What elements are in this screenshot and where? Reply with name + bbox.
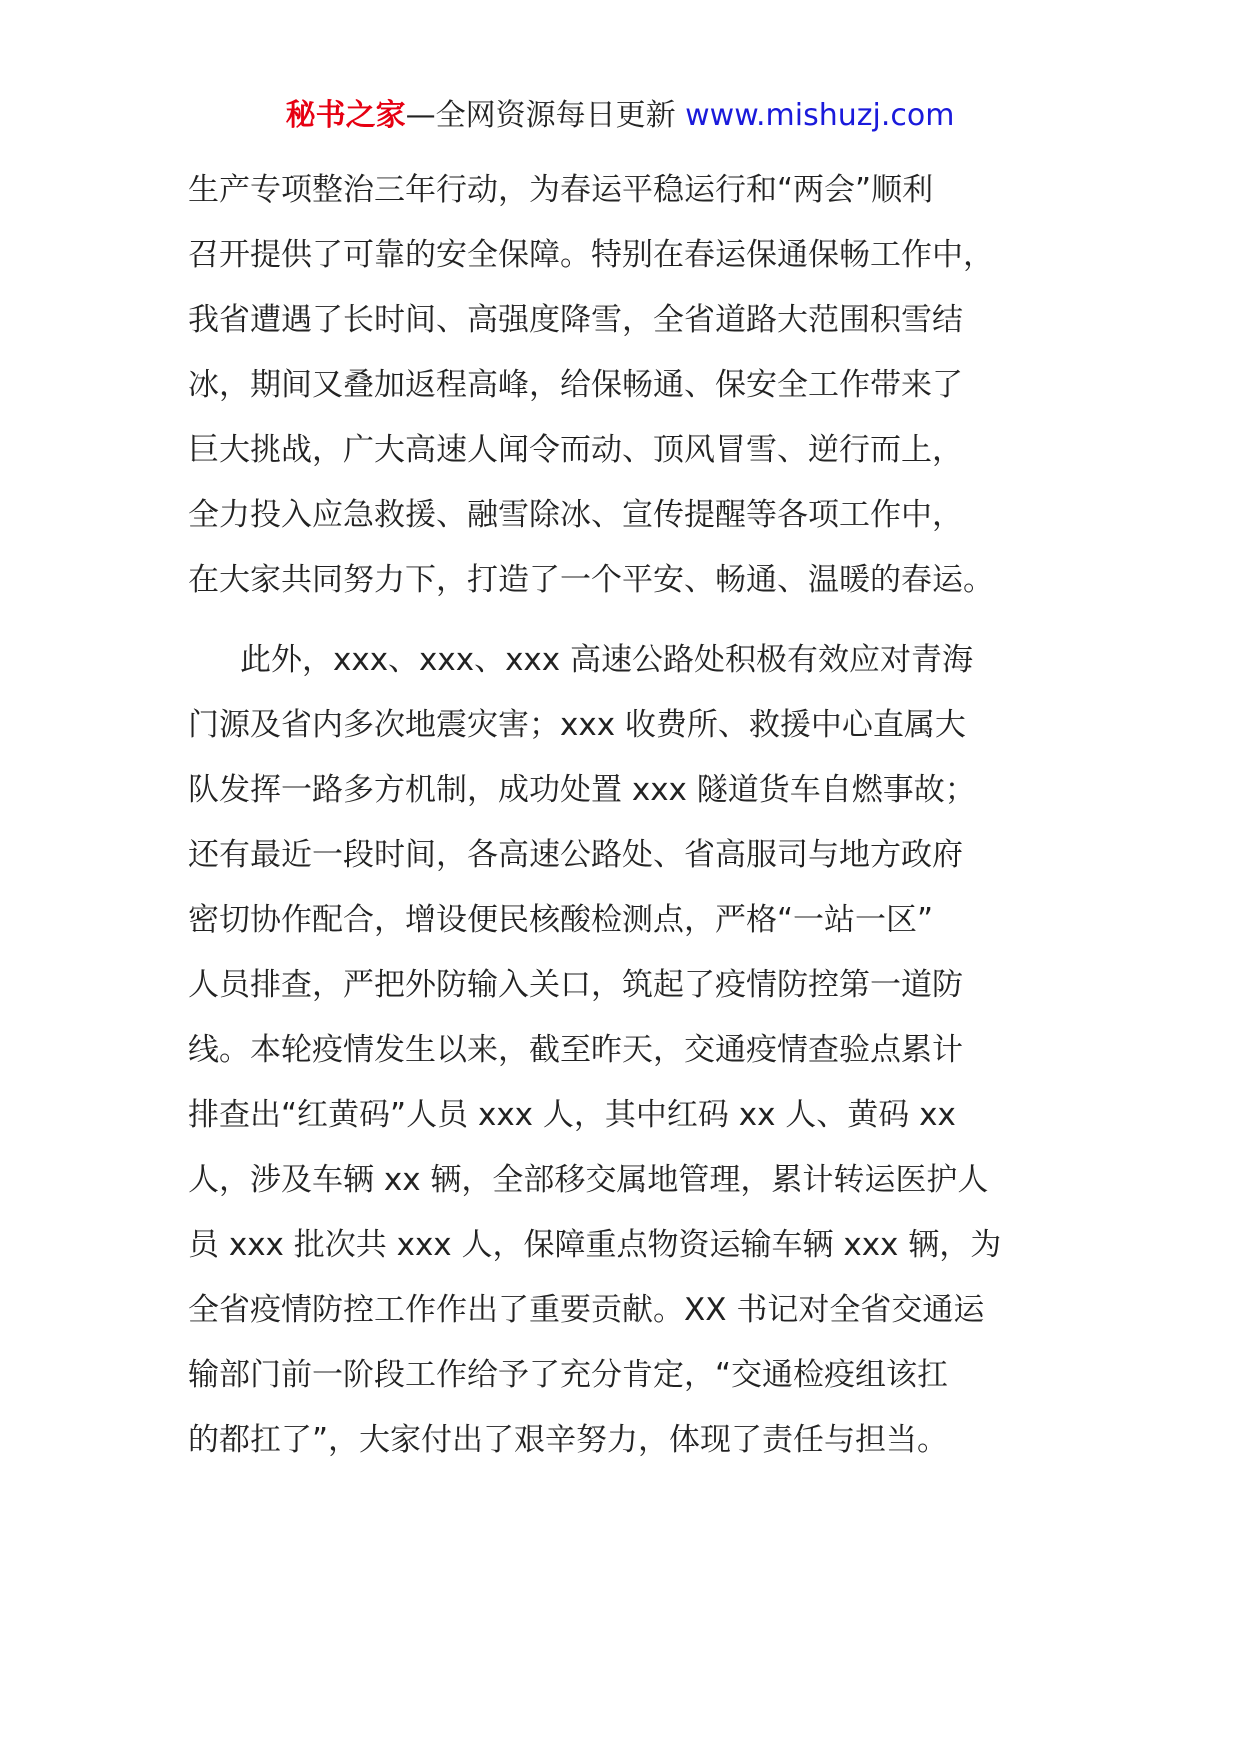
page-header — [0, 96, 1240, 136]
text-line: 生产专项整治三年行动，为春运平稳运行和“两会”顺利 — [188, 172, 934, 208]
paragraph-spacer — [188, 613, 1063, 628]
text-line: 人，涉及车辆 xx 辆，全部移交属地管理，累计转运医护人 — [188, 1162, 989, 1198]
brand-name: 秘书之家 — [285, 98, 406, 133]
text-line: 在大家共同努力下，打造了一个平安、畅通、温暖的春运。 — [188, 562, 994, 598]
text-line: 我省遭遇了长时间、高强度降雪，全省道路大范围积雪结 — [188, 302, 963, 338]
header-tagline: —全网资源每日更新 — [405, 98, 676, 133]
text-line: 此外，xxx、xxx、xxx 高速公路处积极有效应对青海 — [240, 642, 973, 678]
text-line: 线。本轮疫情发生以来，截至昨天，交通疫情查验点累计 — [188, 1032, 963, 1068]
text-line: 还有最近一段时间，各高速公路处、省高服司与地方政府 — [188, 837, 963, 873]
text-line: 员 xxx 批次共 xxx 人，保障重点物资运输车辆 xxx 辆，为 — [188, 1227, 1002, 1263]
site-url-link[interactable]: www.mishuzj.com — [685, 98, 955, 133]
text-line: 密切协作配合，增设便民核酸检测点，严格“一站一区” — [188, 902, 934, 938]
text-line: 输部门前一阶段工作给予了充分肯定，“交通检疫组该扛 — [188, 1357, 949, 1393]
paragraph-2 — [188, 628, 1063, 1473]
text-line: 巨大挑战，广大高速人闻令而动、顶风冒雪、逆行而上， — [188, 432, 963, 468]
text-line: 队发挥一路多方机制，成功处置 xxx 隧道货车自燃事故； — [188, 772, 976, 808]
text-line: 人员排查，严把外防输入关口，筑起了疫情防控第一道防 — [188, 967, 963, 1003]
text-line: 全力投入应急救援、融雪除冰、宣传提醒等各项工作中， — [188, 497, 963, 533]
text-line: 排查出“红黄码”人员 xxx 人，其中红码 xx 人、黄码 xx — [188, 1097, 956, 1133]
paragraph-1 — [188, 158, 1063, 613]
text-line: 门源及省内多次地震灾害；xxx 收费所、救援中心直属大 — [188, 707, 966, 743]
text-line: 的都扛了”，大家付出了艰辛努力，体现了责任与担当。 — [188, 1422, 949, 1458]
text-line: 全省疫情防控工作作出了重要贡献。XX 书记对全省交通运 — [188, 1292, 985, 1328]
document-body — [188, 158, 1063, 1473]
text-line: 冰，期间又叠加返程高峰，给保畅通、保安全工作带来了 — [188, 367, 963, 403]
text-line: 召开提供了可靠的安全保障。特别在春运保通保畅工作中， — [188, 237, 994, 273]
